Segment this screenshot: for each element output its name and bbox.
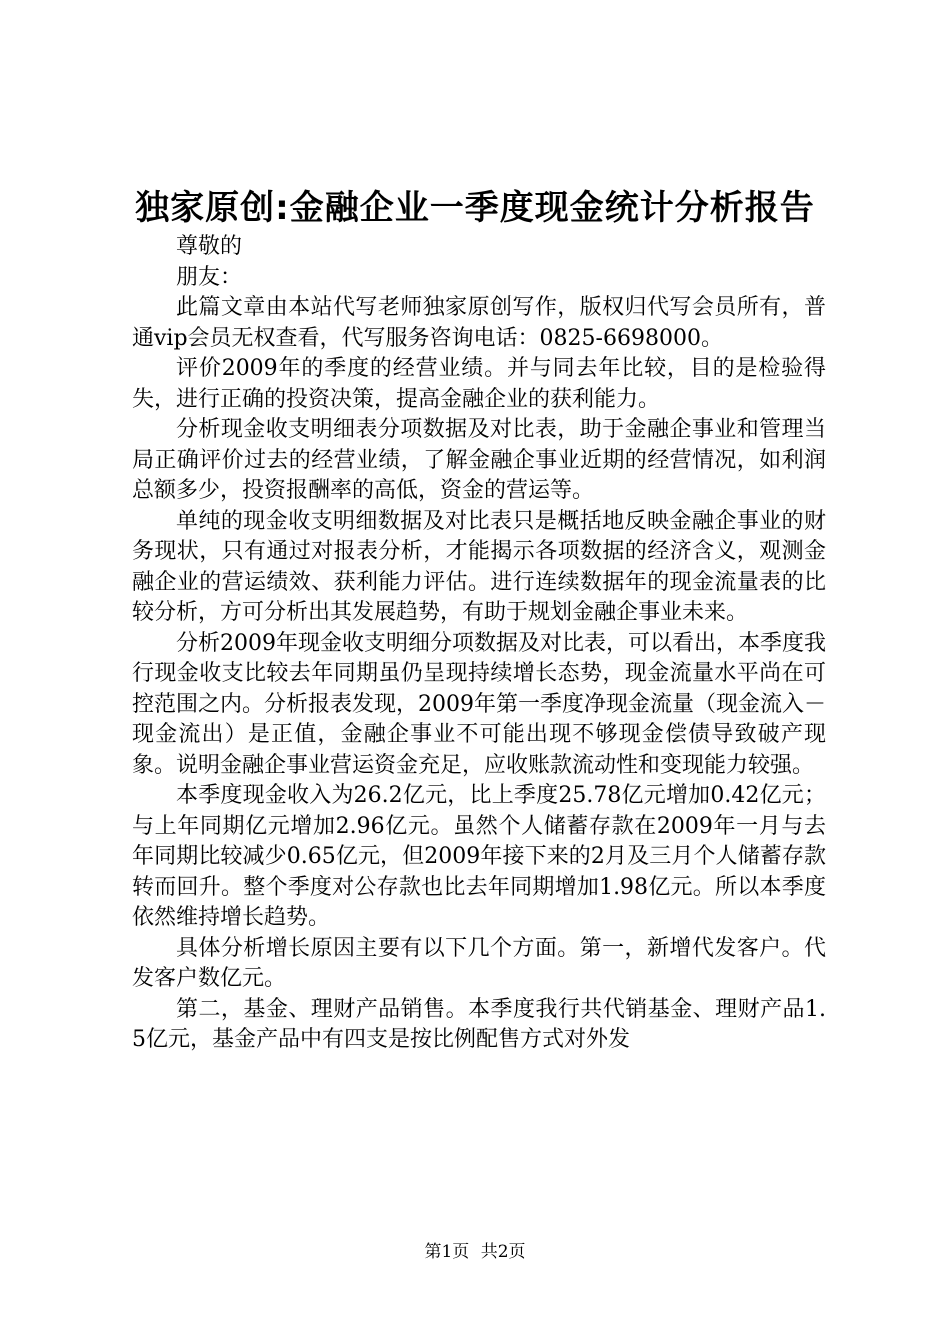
paragraph-fund-sales: 第二，基金、理财产品销售。本季度我行共代销基金、理财产品1.5亿元，基金产品中有四支是按比例配售方式对外发 <box>132 996 826 1052</box>
paragraph-analysis-purpose: 分析现金收支明细表分项数据及对比表，助于金融企事业和管理当局正确评价过去的经营业绩，了解金融企事业近期的经营情况，如利润总额多少，投资报酬率的高低，资金的营运等。 <box>132 417 826 503</box>
paragraph-cash-income: 本季度现金收入为26.2亿元，比上季度25.78亿元增加0.42亿元；与上年同期亿元增加2.96亿元。虽然个人储蓄存款在2009年一月与去年同期比较减少0.65亿元，但2009年接下来的2月及三月个人储蓄存款转而回升。整个季度对公存款也比去年同期增加1.98亿元。所以本季度依然维持增长趋势。 <box>132 783 826 930</box>
document-title: 独家原创:金融企业一季度现金统计分析报告 <box>135 188 815 228</box>
paragraph-2009-analysis: 分析2009年现金收支明细分项数据及对比表，可以看出，本季度我行现金收支比较去年同期虽仍呈现持续增长态势，现金流量水平尚在可控范围之内。分析报表发现，2009年第一季度净现金流量（现金流入－现金流出）是正值，金融企事业不可能出现不够现金偿债导致破产现象。说明金融企事业营运资金充足，应收账款流动性和变现能力较强。 <box>132 630 826 778</box>
paragraph-growth-reasons: 具体分析增长原因主要有以下几个方面。第一，新增代发客户。代发客户数亿元。 <box>132 935 826 991</box>
page-total: 共2页 <box>480 1242 526 1262</box>
paragraph-financial-status: 单纯的现金收支明细数据及对比表只是概括地反映金融企事业的财务现状，只有通过对报表分析，才能揭示各项数据的经济含义，观测金融企业的营运绩效、获利能力评估。进行连续数据年的现金流量表的比较分析，方可分析出其发展趋势，有助于规划金融企事业未来。 <box>132 508 826 625</box>
salutation-line-1: 尊敬的 <box>176 234 243 259</box>
salutation-line-2: 朋友： <box>176 264 243 290</box>
document-body <box>132 232 826 1056</box>
page-number: 第1页 <box>424 1242 470 1262</box>
paragraph-evaluation: 评价2009年的季度的经营业绩。并与同去年比较，目的是检验得失，进行正确的投资决策，提高金融企业的获利能力。 <box>132 356 826 412</box>
paragraph-copyright-notice: 此篇文章由本站代写老师独家原创写作，版权归代写会员所有，普通vip会员无权查看，代写服务咨询电话：0825-6698000。 <box>132 295 826 351</box>
page-footer <box>0 1240 950 1264</box>
